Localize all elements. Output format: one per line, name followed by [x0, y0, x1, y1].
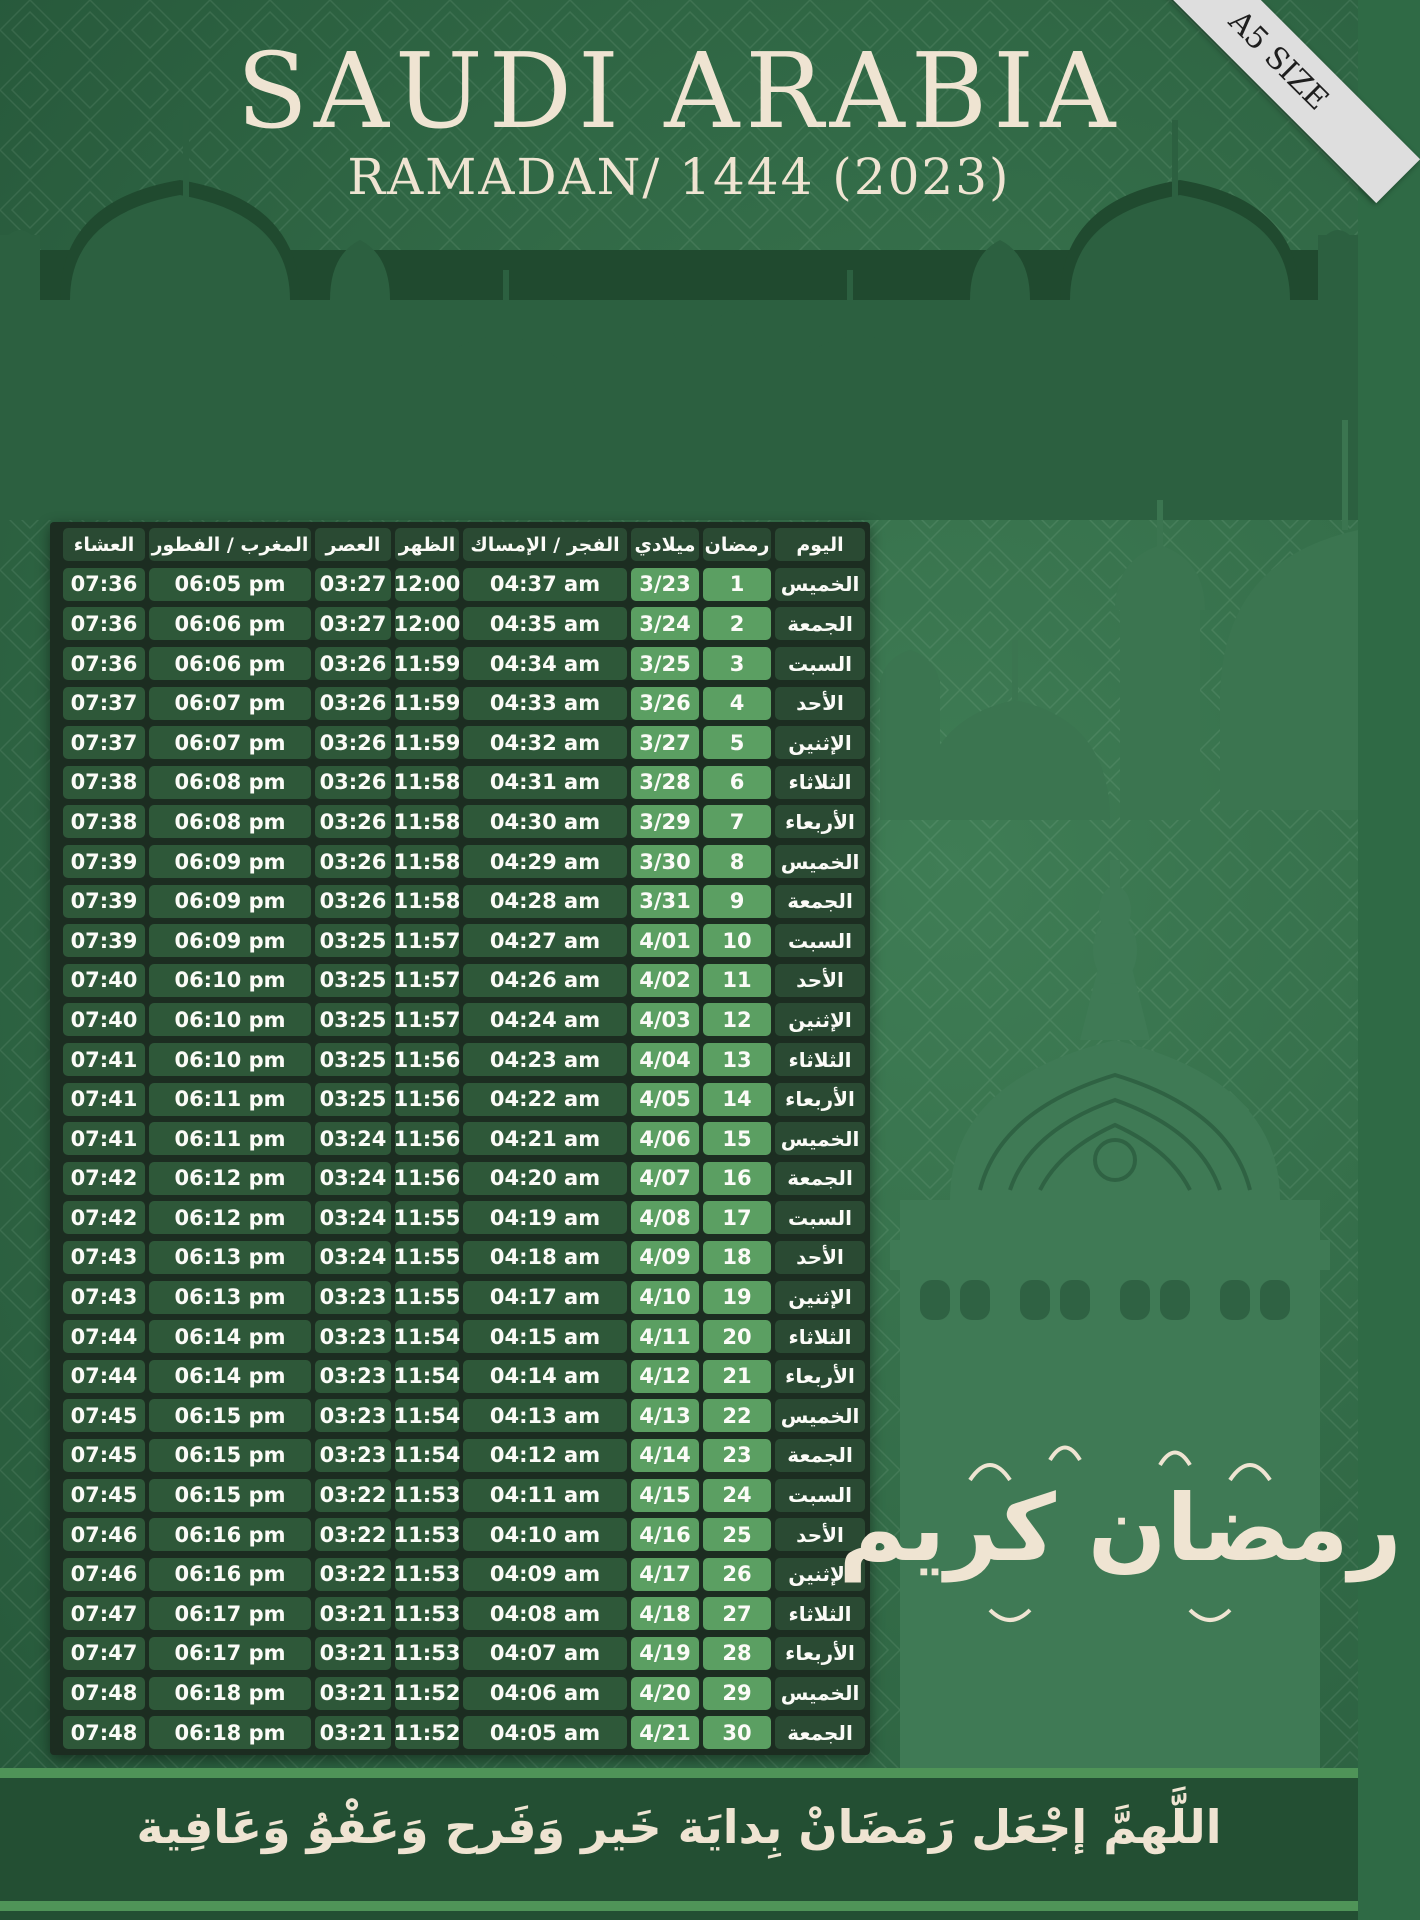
- cell-day: الجمعة: [775, 885, 865, 918]
- cell-asr: 03:25: [315, 1083, 391, 1116]
- table-row: [53, 1554, 867, 1594]
- table-row: [53, 1634, 867, 1674]
- table-row: [53, 881, 867, 921]
- cell-isha: 07:48: [63, 1677, 145, 1710]
- footer-top-line: [0, 1768, 1358, 1778]
- cell-dhuhr: 11:53: [395, 1558, 459, 1591]
- cell-ramadan: 17: [703, 1201, 771, 1234]
- cell-dhuhr: 11:57: [395, 924, 459, 957]
- cell-isha: 07:43: [63, 1241, 145, 1274]
- cell-fajr: 04:09 am: [463, 1558, 627, 1591]
- cell-date: 4/09: [631, 1241, 699, 1274]
- table-row: [53, 1317, 867, 1357]
- cell-day: السبت: [775, 1201, 865, 1234]
- cell-day: السبت: [775, 924, 865, 957]
- cell-date: 4/19: [631, 1637, 699, 1670]
- prayer-timetable: [50, 522, 870, 1755]
- header-fajr: الفجر / الإمساك: [463, 528, 627, 561]
- cell-fajr: 04:31 am: [463, 766, 627, 799]
- cell-date: 3/24: [631, 607, 699, 640]
- cell-date: 4/21: [631, 1716, 699, 1749]
- table-row: [53, 1079, 867, 1119]
- cell-dhuhr: 12:00: [395, 568, 459, 601]
- cell-ramadan: 3: [703, 647, 771, 680]
- cell-dhuhr: 11:56: [395, 1122, 459, 1155]
- cell-fajr: 04:11 am: [463, 1479, 627, 1512]
- cell-isha: 07:47: [63, 1637, 145, 1670]
- header-day: اليوم: [775, 528, 865, 561]
- cell-day: الجمعة: [775, 1162, 865, 1195]
- cell-isha: 07:45: [63, 1439, 145, 1472]
- page-subtitle: RAMADAN/ 1444 (2023): [347, 148, 1011, 206]
- cell-asr: 03:25: [315, 1043, 391, 1076]
- cell-date: 3/23: [631, 568, 699, 601]
- cell-isha: 07:36: [63, 647, 145, 680]
- cell-asr: 03:27: [315, 607, 391, 640]
- cell-day: الإثنين: [775, 726, 865, 759]
- cell-maghrib: 06:05 pm: [149, 568, 311, 601]
- cell-maghrib: 06:11 pm: [149, 1083, 311, 1116]
- cell-date: 4/10: [631, 1281, 699, 1314]
- table-row: [53, 565, 867, 605]
- cell-asr: 03:25: [315, 924, 391, 957]
- cell-date: 4/11: [631, 1320, 699, 1353]
- table-row: [53, 1356, 867, 1396]
- cell-date: 3/31: [631, 885, 699, 918]
- cell-maghrib: 06:10 pm: [149, 1043, 311, 1076]
- cell-ramadan: 16: [703, 1162, 771, 1195]
- cell-asr: 03:26: [315, 885, 391, 918]
- cell-day: الإثنين: [775, 1558, 865, 1591]
- cell-ramadan: 24: [703, 1479, 771, 1512]
- cell-isha: 07:41: [63, 1083, 145, 1116]
- cell-date: 3/25: [631, 647, 699, 680]
- cell-fajr: 04:34 am: [463, 647, 627, 680]
- cell-date: 4/02: [631, 964, 699, 997]
- cell-fajr: 04:32 am: [463, 726, 627, 759]
- cell-ramadan: 6: [703, 766, 771, 799]
- cell-ramadan: 11: [703, 964, 771, 997]
- cell-day: الأربعاء: [775, 1083, 865, 1116]
- cell-maghrib: 06:17 pm: [149, 1597, 311, 1630]
- cell-asr: 03:21: [315, 1597, 391, 1630]
- cell-dhuhr: 11:54: [395, 1320, 459, 1353]
- cell-ramadan: 1: [703, 568, 771, 601]
- cell-maghrib: 06:16 pm: [149, 1518, 311, 1551]
- header-asr: العصر: [315, 528, 391, 561]
- cell-dhuhr: 11:53: [395, 1518, 459, 1551]
- cell-day: السبت: [775, 647, 865, 680]
- cell-ramadan: 8: [703, 845, 771, 878]
- table-row: [53, 1713, 867, 1753]
- cell-fajr: 04:35 am: [463, 607, 627, 640]
- cell-maghrib: 06:08 pm: [149, 805, 311, 838]
- table-row: [53, 644, 867, 684]
- cell-fajr: 04:12 am: [463, 1439, 627, 1472]
- table-row: [53, 604, 867, 644]
- cell-dhuhr: 11:57: [395, 964, 459, 997]
- cell-day: الأربعاء: [775, 1637, 865, 1670]
- cell-day: الخميس: [775, 1399, 865, 1432]
- cell-asr: 03:24: [315, 1162, 391, 1195]
- table-row: [53, 921, 867, 961]
- cell-maghrib: 06:18 pm: [149, 1677, 311, 1710]
- cell-fajr: 04:33 am: [463, 687, 627, 720]
- cell-isha: 07:37: [63, 687, 145, 720]
- cell-fajr: 04:22 am: [463, 1083, 627, 1116]
- cell-isha: 07:46: [63, 1558, 145, 1591]
- header-date: ميلادي: [631, 528, 699, 561]
- cell-ramadan: 9: [703, 885, 771, 918]
- calligraphy-text: رمضان كريم: [838, 1475, 1402, 1582]
- cell-dhuhr: 11:53: [395, 1597, 459, 1630]
- cell-date: 3/27: [631, 726, 699, 759]
- cell-asr: 03:23: [315, 1399, 391, 1432]
- cell-date: 4/15: [631, 1479, 699, 1512]
- cell-day: السبت: [775, 1479, 865, 1512]
- cell-isha: 07:43: [63, 1281, 145, 1314]
- cell-isha: 07:44: [63, 1320, 145, 1353]
- cell-maghrib: 06:14 pm: [149, 1320, 311, 1353]
- cell-isha: 07:46: [63, 1518, 145, 1551]
- table-row: [53, 1277, 867, 1317]
- cell-asr: 03:26: [315, 687, 391, 720]
- table-row: [53, 1000, 867, 1040]
- table-row: [53, 1594, 867, 1634]
- cell-date: 4/17: [631, 1558, 699, 1591]
- cell-day: الأحد: [775, 964, 865, 997]
- table-row: [53, 1238, 867, 1278]
- cell-maghrib: 06:16 pm: [149, 1558, 311, 1591]
- cell-dhuhr: 11:58: [395, 766, 459, 799]
- cell-ramadan: 23: [703, 1439, 771, 1472]
- cell-asr: 03:22: [315, 1479, 391, 1512]
- table-row: [53, 723, 867, 763]
- cell-ramadan: 29: [703, 1677, 771, 1710]
- cell-isha: 07:39: [63, 845, 145, 878]
- cell-isha: 07:40: [63, 1003, 145, 1036]
- cell-ramadan: 20: [703, 1320, 771, 1353]
- cell-asr: 03:21: [315, 1637, 391, 1670]
- cell-ramadan: 18: [703, 1241, 771, 1274]
- cell-dhuhr: 11:59: [395, 726, 459, 759]
- cell-date: 3/28: [631, 766, 699, 799]
- cell-dhuhr: 11:58: [395, 845, 459, 878]
- cell-day: الثلاثاء: [775, 1043, 865, 1076]
- cell-isha: 07:45: [63, 1479, 145, 1512]
- table-row: [53, 1515, 867, 1555]
- cell-isha: 07:44: [63, 1360, 145, 1393]
- cell-date: 4/07: [631, 1162, 699, 1195]
- cell-fajr: 04:24 am: [463, 1003, 627, 1036]
- cell-maghrib: 06:14 pm: [149, 1360, 311, 1393]
- cell-day: الأحد: [775, 1518, 865, 1551]
- cell-dhuhr: 11:56: [395, 1043, 459, 1076]
- cell-isha: 07:42: [63, 1201, 145, 1234]
- cell-ramadan: 14: [703, 1083, 771, 1116]
- cell-fajr: 04:14 am: [463, 1360, 627, 1393]
- cell-isha: 07:41: [63, 1122, 145, 1155]
- cell-dhuhr: 11:52: [395, 1677, 459, 1710]
- cell-fajr: 04:26 am: [463, 964, 627, 997]
- cell-asr: 03:23: [315, 1281, 391, 1314]
- cell-ramadan: 27: [703, 1597, 771, 1630]
- cell-dhuhr: 11:58: [395, 885, 459, 918]
- cell-date: 4/04: [631, 1043, 699, 1076]
- cell-asr: 03:26: [315, 726, 391, 759]
- cell-asr: 03:21: [315, 1677, 391, 1710]
- cell-dhuhr: 11:54: [395, 1360, 459, 1393]
- cell-ramadan: 19: [703, 1281, 771, 1314]
- cell-maghrib: 06:12 pm: [149, 1201, 311, 1234]
- cell-asr: 03:23: [315, 1439, 391, 1472]
- cell-ramadan: 30: [703, 1716, 771, 1749]
- cell-ramadan: 28: [703, 1637, 771, 1670]
- cell-date: 4/05: [631, 1083, 699, 1116]
- cell-date: 3/30: [631, 845, 699, 878]
- cell-day: الجمعة: [775, 1716, 865, 1749]
- cell-maghrib: 06:15 pm: [149, 1399, 311, 1432]
- cell-date: 4/18: [631, 1597, 699, 1630]
- cell-fajr: 04:06 am: [463, 1677, 627, 1710]
- table-row: [53, 802, 867, 842]
- table-row: [53, 1040, 867, 1080]
- table-body: [53, 565, 867, 1753]
- cell-asr: 03:26: [315, 766, 391, 799]
- cell-day: الأحد: [775, 1241, 865, 1274]
- table-row: [53, 683, 867, 723]
- cell-maghrib: 06:08 pm: [149, 766, 311, 799]
- cell-maghrib: 06:09 pm: [149, 924, 311, 957]
- cell-asr: 03:24: [315, 1201, 391, 1234]
- table-row: [53, 1198, 867, 1238]
- cell-asr: 03:25: [315, 964, 391, 997]
- cell-ramadan: 2: [703, 607, 771, 640]
- cell-date: 4/08: [631, 1201, 699, 1234]
- page-title: SAUDI ARABIA: [236, 30, 1122, 152]
- cell-isha: 07:40: [63, 964, 145, 997]
- cell-day: الإثنين: [775, 1003, 865, 1036]
- cell-date: 4/14: [631, 1439, 699, 1472]
- ramadan-kareem-calligraphy: [838, 1420, 1402, 1640]
- cell-date: 4/03: [631, 1003, 699, 1036]
- cell-maghrib: 06:07 pm: [149, 726, 311, 759]
- cell-date: 4/01: [631, 924, 699, 957]
- cell-maghrib: 06:06 pm: [149, 647, 311, 680]
- cell-isha: 07:36: [63, 607, 145, 640]
- cell-asr: 03:22: [315, 1518, 391, 1551]
- table-row: [53, 763, 867, 803]
- cell-maghrib: 06:12 pm: [149, 1162, 311, 1195]
- cell-isha: 07:36: [63, 568, 145, 601]
- cell-maghrib: 06:10 pm: [149, 964, 311, 997]
- cell-ramadan: 13: [703, 1043, 771, 1076]
- cell-day: الخميس: [775, 845, 865, 878]
- cell-asr: 03:25: [315, 1003, 391, 1036]
- cell-fajr: 04:28 am: [463, 885, 627, 918]
- cell-day: الخميس: [775, 568, 865, 601]
- table-row: [53, 1436, 867, 1476]
- cell-date: 4/16: [631, 1518, 699, 1551]
- cell-isha: 07:39: [63, 885, 145, 918]
- cell-fajr: 04:13 am: [463, 1399, 627, 1432]
- cell-ramadan: 4: [703, 687, 771, 720]
- cell-maghrib: 06:15 pm: [149, 1439, 311, 1472]
- cell-maghrib: 06:13 pm: [149, 1241, 311, 1274]
- cell-dhuhr: 11:56: [395, 1162, 459, 1195]
- table-row: [53, 961, 867, 1001]
- cell-isha: 07:42: [63, 1162, 145, 1195]
- cell-dhuhr: 11:55: [395, 1241, 459, 1274]
- cell-dhuhr: 11:55: [395, 1281, 459, 1314]
- cell-maghrib: 06:09 pm: [149, 845, 311, 878]
- cell-isha: 07:47: [63, 1597, 145, 1630]
- cell-fajr: 04:08 am: [463, 1597, 627, 1630]
- cell-dhuhr: 11:53: [395, 1479, 459, 1512]
- cell-date: 4/13: [631, 1399, 699, 1432]
- cell-maghrib: 06:17 pm: [149, 1637, 311, 1670]
- cell-maghrib: 06:09 pm: [149, 885, 311, 918]
- cell-fajr: 04:18 am: [463, 1241, 627, 1274]
- table-row: [53, 842, 867, 882]
- cell-date: 3/29: [631, 805, 699, 838]
- cell-dhuhr: 11:56: [395, 1083, 459, 1116]
- table-row: [53, 1673, 867, 1713]
- cell-isha: 07:37: [63, 726, 145, 759]
- cell-day: الجمعة: [775, 607, 865, 640]
- dua-text: اللَّهمَّ إجْعَل رَمَضَانْ بِدايَة خَير وَفَرح وَعَفْوُ وَعَافِية: [136, 1800, 1222, 1854]
- cell-day: الأربعاء: [775, 1360, 865, 1393]
- header-dhuhr: الظهر: [395, 528, 459, 561]
- header-maghrib: المغرب / الفطور: [149, 528, 311, 561]
- table-header-row: [53, 525, 867, 565]
- cell-date: 4/20: [631, 1677, 699, 1710]
- cell-asr: 03:22: [315, 1558, 391, 1591]
- size-ribbon: A5 SIZE: [1136, 0, 1420, 203]
- cell-ramadan: 7: [703, 805, 771, 838]
- cell-fajr: 04:07 am: [463, 1637, 627, 1670]
- cell-day: الخميس: [775, 1677, 865, 1710]
- table-row: [53, 1396, 867, 1436]
- cell-fajr: 04:10 am: [463, 1518, 627, 1551]
- cell-ramadan: 22: [703, 1399, 771, 1432]
- table-row: [53, 1119, 867, 1159]
- table-row: [53, 1159, 867, 1199]
- header-isha: العشاء: [63, 528, 145, 561]
- cell-isha: 07:45: [63, 1399, 145, 1432]
- cell-isha: 07:48: [63, 1716, 145, 1749]
- cell-dhuhr: 11:57: [395, 1003, 459, 1036]
- cell-ramadan: 10: [703, 924, 771, 957]
- cell-asr: 03:26: [315, 845, 391, 878]
- cell-ramadan: 15: [703, 1122, 771, 1155]
- cell-day: الأحد: [775, 687, 865, 720]
- cell-dhuhr: 11:54: [395, 1439, 459, 1472]
- cell-dhuhr: 11:58: [395, 805, 459, 838]
- cell-maghrib: 06:18 pm: [149, 1716, 311, 1749]
- cell-fajr: 04:27 am: [463, 924, 627, 957]
- cell-ramadan: 12: [703, 1003, 771, 1036]
- cell-asr: 03:23: [315, 1360, 391, 1393]
- cell-date: 4/06: [631, 1122, 699, 1155]
- cell-day: الإثنين: [775, 1281, 865, 1314]
- cell-dhuhr: 11:53: [395, 1637, 459, 1670]
- footer-bottom-line: [0, 1901, 1358, 1911]
- cell-dhuhr: 12:00: [395, 607, 459, 640]
- cell-date: 4/12: [631, 1360, 699, 1393]
- cell-day: الثلاثاء: [775, 1320, 865, 1353]
- table-row: [53, 1475, 867, 1515]
- cell-isha: 07:38: [63, 766, 145, 799]
- cell-day: الجمعة: [775, 1439, 865, 1472]
- cell-maghrib: 06:07 pm: [149, 687, 311, 720]
- cell-dhuhr: 11:52: [395, 1716, 459, 1749]
- cell-asr: 03:24: [315, 1241, 391, 1274]
- cell-fajr: 04:15 am: [463, 1320, 627, 1353]
- cell-isha: 07:39: [63, 924, 145, 957]
- cell-asr: 03:23: [315, 1320, 391, 1353]
- cell-isha: 07:38: [63, 805, 145, 838]
- cell-isha: 07:41: [63, 1043, 145, 1076]
- cell-asr: 03:24: [315, 1122, 391, 1155]
- cell-maghrib: 06:06 pm: [149, 607, 311, 640]
- cell-dhuhr: 11:55: [395, 1201, 459, 1234]
- cell-day: الخميس: [775, 1122, 865, 1155]
- cell-dhuhr: 11:59: [395, 687, 459, 720]
- cell-fajr: 04:19 am: [463, 1201, 627, 1234]
- cell-asr: 03:27: [315, 568, 391, 601]
- cell-maghrib: 06:10 pm: [149, 1003, 311, 1036]
- header-ramadan: رمضان: [703, 528, 771, 561]
- cell-fajr: 04:30 am: [463, 805, 627, 838]
- cell-ramadan: 21: [703, 1360, 771, 1393]
- cell-fajr: 04:21 am: [463, 1122, 627, 1155]
- cell-day: الثلاثاء: [775, 766, 865, 799]
- cell-fajr: 04:20 am: [463, 1162, 627, 1195]
- cell-fajr: 04:05 am: [463, 1716, 627, 1749]
- cell-maghrib: 06:11 pm: [149, 1122, 311, 1155]
- cell-ramadan: 26: [703, 1558, 771, 1591]
- cell-asr: 03:26: [315, 805, 391, 838]
- cell-dhuhr: 11:59: [395, 647, 459, 680]
- cell-day: الثلاثاء: [775, 1597, 865, 1630]
- cell-fajr: 04:23 am: [463, 1043, 627, 1076]
- cell-dhuhr: 11:54: [395, 1399, 459, 1432]
- cell-ramadan: 5: [703, 726, 771, 759]
- cell-day: الأربعاء: [775, 805, 865, 838]
- cell-fajr: 04:37 am: [463, 568, 627, 601]
- cell-fajr: 04:29 am: [463, 845, 627, 878]
- cell-asr: 03:26: [315, 647, 391, 680]
- cell-asr: 03:21: [315, 1716, 391, 1749]
- cell-ramadan: 25: [703, 1518, 771, 1551]
- cell-date: 3/26: [631, 687, 699, 720]
- cell-maghrib: 06:15 pm: [149, 1479, 311, 1512]
- cell-maghrib: 06:13 pm: [149, 1281, 311, 1314]
- cell-fajr: 04:17 am: [463, 1281, 627, 1314]
